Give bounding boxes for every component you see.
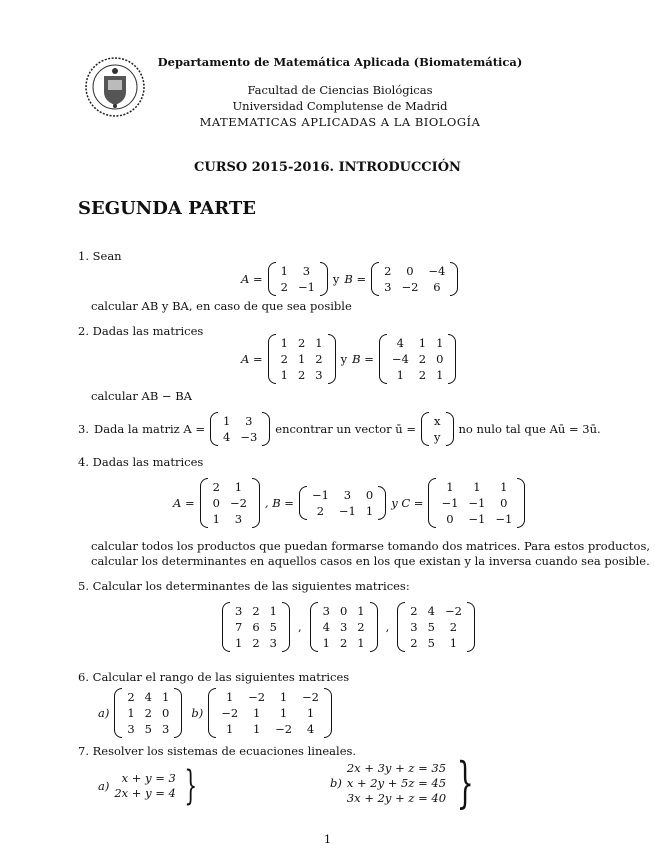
matrix-cell: 3 <box>384 280 392 294</box>
matrix-cell: 1 <box>279 690 288 704</box>
matrix-cell: 3 <box>269 636 277 650</box>
matrix-cell: 1 <box>280 336 288 350</box>
matrix-cell: −2 <box>444 604 462 618</box>
matrix-a <box>114 688 182 738</box>
matrix-cell: −2 <box>275 722 293 736</box>
problem-3: 3. Dada la matriz A = 1 3 4 −3 encontrar un vector ū = x y no nulo tal que Aū = 3ū. <box>78 414 601 444</box>
problem-4-instruction-2: calcular los determinantes en aquellos casos en los que existan y la inversa cuando sea posible. <box>91 554 650 568</box>
matrix-cell: −2 <box>221 706 239 720</box>
matrix-cell: 3 <box>127 722 135 736</box>
matrix-cell: 0 <box>162 706 170 720</box>
matrix-cell: 2 <box>212 480 220 494</box>
problem-2-instruction: calcular AB − BA <box>91 389 192 403</box>
matrix-cell: 1 <box>226 722 234 736</box>
matrix-cell: −1 <box>468 512 486 526</box>
matrix-cell: 1 <box>252 722 261 736</box>
matrix-cell: 2 <box>280 280 288 294</box>
problem-7-system-a: a) x + y = 3 2x + y = 4 } <box>98 763 197 809</box>
matrix-cell: −1 <box>495 512 513 526</box>
matrix-cell: 3 <box>410 620 418 634</box>
matrix-cell: −2 <box>401 280 419 294</box>
matrix-cell: 2 <box>410 636 418 650</box>
problem-5-matrices: 3 2 1 7 6 5 1 2 3 , 3 0 1 4 3 2 1 2 1 , 2 4 −2 3 5 2 2 5 1 <box>222 602 475 652</box>
matrix-2 <box>310 602 378 652</box>
matrix-cell: 2 <box>297 336 306 350</box>
matrix-cell: 1 <box>279 706 288 720</box>
matrix-cell: 4 <box>306 722 315 736</box>
matrix-cell: 2 <box>280 352 288 366</box>
matrix-cell: 1 <box>162 690 170 704</box>
matrix-cell: 1 <box>297 352 306 366</box>
matrix-cell: 0 <box>339 604 348 618</box>
matrix-cell: −3 <box>240 430 258 444</box>
course-title: CURSO 2015-2016. INTRODUCCIÓN <box>194 160 461 175</box>
matrix-cell: 3 <box>343 488 352 502</box>
matrix-cell: 1 <box>446 480 454 494</box>
matrix-cell: 3 <box>235 604 243 618</box>
matrix-cell: 2 <box>449 620 458 634</box>
matrix-cell: 0 <box>446 512 454 526</box>
matrix-cell: 0 <box>212 496 220 510</box>
problem-7-number: 7. Resolver los sistemas de ecuaciones lineales. <box>78 744 357 758</box>
system-a-lines: x + y = 3 2x + y = 4 <box>114 771 176 800</box>
faculty-name: Facultad de Ciencias Biológicas <box>247 83 433 97</box>
matrix-cell: 2 <box>144 706 152 720</box>
matrix-cell: 1 <box>234 480 243 494</box>
matrix-cell: 4 <box>396 336 404 350</box>
matrix-cell: 1 <box>315 336 323 350</box>
problem-6-matrices: a) 2 4 1 1 2 0 3 5 3 b) 1 −2 1 −2 −2 1 1 1 1 1 −2 4 <box>98 688 332 738</box>
matrix-cell: −2 <box>302 690 319 704</box>
matrix-cell: 2 <box>297 368 306 382</box>
matrix-cell: 2 <box>127 690 135 704</box>
matrix-cell: −4 <box>428 264 446 278</box>
matrix-cell: −1 <box>338 504 356 518</box>
matrix-cell: −2 <box>248 690 266 704</box>
matrix-cell: 1 <box>269 604 277 618</box>
matrix-1 <box>222 602 290 652</box>
part-title: SEGUNDA PARTE <box>78 198 257 219</box>
problem-1-number: 1. Sean <box>78 249 122 263</box>
university-name: Universidad Complutense de Madrid <box>232 99 448 113</box>
matrix-cell: 5 <box>269 620 277 634</box>
matrix-cell: 2 <box>357 620 365 634</box>
matrix-cell: 1 <box>500 480 508 494</box>
matrix-cell: 3 <box>234 512 243 526</box>
matrix-cell: 6 <box>433 280 441 294</box>
matrix-cell: 1 <box>127 706 135 720</box>
matrix-cell: 1 <box>280 368 288 382</box>
matrix-cell: 2 <box>339 636 348 650</box>
university-seal-logo <box>84 56 146 118</box>
matrix-cell: −2 <box>229 496 247 510</box>
matrix-cell: 3 <box>302 264 311 278</box>
matrix-A <box>210 412 270 446</box>
matrix-cell: 3 <box>339 620 348 634</box>
matrix-cell: 2 <box>384 264 392 278</box>
matrix-cell: 7 <box>235 620 243 634</box>
matrix-A <box>200 478 260 528</box>
problem-7-system-b: b) 2x + 3y + z = 35 x + 2y + 5z = 45 3x + 2y + z = 40 } <box>330 751 474 814</box>
matrix-cell: 1 <box>357 604 365 618</box>
matrix-cell: 1 <box>396 368 404 382</box>
page-number: 1 <box>323 832 332 846</box>
matrix-cell: 1 <box>212 512 220 526</box>
matrix-cell: x <box>434 414 441 428</box>
matrix-cell: 0 <box>365 488 374 502</box>
matrix-3 <box>397 602 475 652</box>
matrix-cell: 2 <box>418 368 427 382</box>
problem-5-number: 5. Calcular los determinantes de las siguientes matrices: <box>78 579 410 593</box>
matrix-cell: 1 <box>306 706 315 720</box>
matrix-cell: −4 <box>391 352 409 366</box>
matrix-cell: 1 <box>280 264 288 278</box>
matrix-cell: 1 <box>252 706 261 720</box>
matrix-cell: 0 <box>500 496 508 510</box>
matrix-cell: 1 <box>473 480 481 494</box>
problem-2-equation: A = 1 2 1 2 1 2 1 2 3 y B = 4 1 1 −4 2 0 1 2 1 <box>241 334 456 384</box>
matrix-cell: 1 <box>436 368 444 382</box>
matrix-cell: 4 <box>427 604 435 618</box>
matrix-B <box>299 486 386 520</box>
problem-4-instruction-1: calcular todos los productos que puedan formarse tomando dos matrices. Para estos productos, <box>91 539 651 553</box>
system-b-lines: 2x + 3y + z = 35 x + 2y + 5z = 45 3x + 2y + z = 40 <box>346 760 447 805</box>
matrix-cell: 1 <box>223 414 231 428</box>
matrix-cell: −1 <box>468 496 486 510</box>
matrix-cell: 1 <box>235 636 243 650</box>
matrix-B <box>371 262 458 296</box>
problem-2-number: 2. Dadas las matrices <box>78 324 204 338</box>
problem-4-number: 4. Dadas las matrices <box>78 455 204 469</box>
matrix-cell: 5 <box>144 722 152 736</box>
vector-u <box>421 412 454 446</box>
problem-1-equation: A = 1 3 2 −1 y B = 2 0 −4 3 −2 6 <box>241 262 458 296</box>
matrix-cell: 0 <box>406 264 414 278</box>
matrix-cell: 5 <box>427 620 435 634</box>
matrix-cell: 1 <box>322 636 330 650</box>
matrix-cell: 3 <box>315 368 323 382</box>
problem-6-number: 6. Calcular el rango de las siguientes matrices <box>78 670 350 684</box>
matrix-cell: 3 <box>322 604 330 618</box>
problem-4-equation: A = 2 1 0 −2 1 3 , B = −1 3 0 2 −1 1 y C = 1 1 1 −1 −1 0 0 −1 −1 <box>173 478 525 528</box>
matrix-cell: −1 <box>311 488 329 502</box>
course-subject: MATEMATICAS APLICADAS A LA BIOLOGÍA <box>199 115 481 129</box>
matrix-cell: 1 <box>436 336 444 350</box>
matrix-cell: 4 <box>223 430 231 444</box>
matrix-cell: −1 <box>297 280 315 294</box>
matrix-cell: 4 <box>144 690 152 704</box>
matrix-cell: 1 <box>449 636 458 650</box>
matrix-cell: 1 <box>365 504 374 518</box>
matrix-cell: 3 <box>245 414 253 428</box>
matrix-cell: 4 <box>322 620 330 634</box>
matrix-cell: 2 <box>252 636 260 650</box>
matrix-cell: 3 <box>162 722 170 736</box>
matrix-cell: 2 <box>418 352 427 366</box>
matrix-cell: 2 <box>252 604 260 618</box>
matrix-cell: 6 <box>252 620 260 634</box>
matrix-cell: −1 <box>441 496 459 510</box>
matrix-cell: 1 <box>418 336 427 350</box>
matrix-C <box>428 478 525 528</box>
matrix-B <box>379 334 457 384</box>
matrix-A <box>268 334 336 384</box>
matrix-cell: 5 <box>427 636 435 650</box>
matrix-cell: 2 <box>316 504 325 518</box>
matrix-cell: 1 <box>357 636 365 650</box>
matrix-cell: 2 <box>410 604 418 618</box>
problem-1-instruction: calcular AB y BA, en caso de que sea posible <box>91 299 352 313</box>
matrix-cell: 0 <box>436 352 444 366</box>
matrix-b <box>208 688 332 738</box>
department-header: Departamento de Matemática Aplicada (Biomatemática) <box>157 55 523 69</box>
matrix-A <box>268 262 328 296</box>
matrix-cell: 2 <box>315 352 323 366</box>
matrix-cell: y <box>434 430 441 444</box>
matrix-cell: 1 <box>226 690 234 704</box>
